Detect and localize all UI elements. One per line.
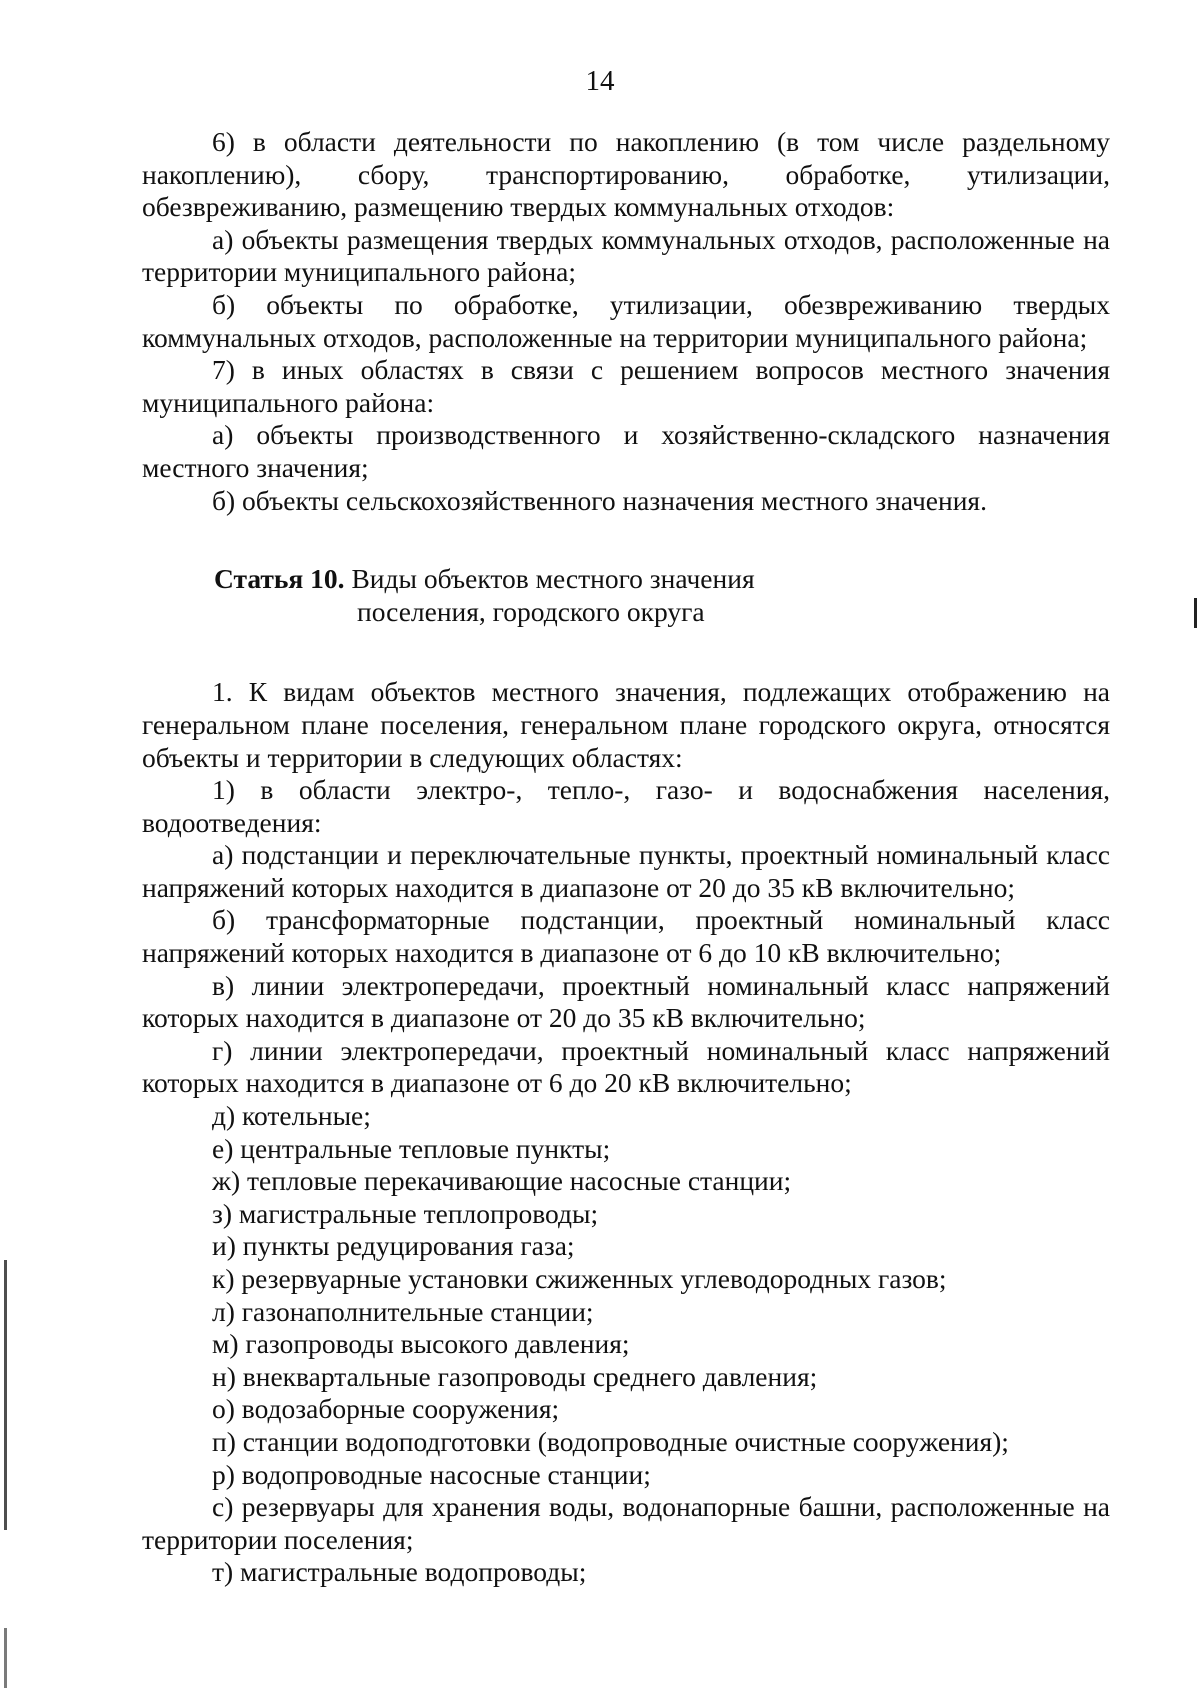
paragraph: а) объекты размещения твердых коммунальных отходов, расположенные на территории муниципального района; — [142, 223, 1110, 288]
list-item: р) водопроводные насосные станции; — [212, 1458, 651, 1490]
list-item: н) внеквартальные газопроводы среднего давления; — [212, 1360, 818, 1392]
paragraph: 7) в иных областях в связи с решением вопросов местного значения муниципального района: — [142, 354, 1110, 418]
list-item: с) резервуары для хранения воды, водонапорные башни, расположенные на территории поселения; — [142, 1491, 1110, 1555]
page-number: 14 — [585, 65, 615, 97]
spacer — [142, 517, 1110, 563]
list-item: б) трансформаторные подстанции, проектный номинальный класс напряжений которых находится в диапазоне от 6 до 10 кВ включительно; — [142, 904, 1110, 969]
list-item: т) магистральные водопроводы; — [212, 1556, 587, 1588]
list-item: в) линии электропередачи, проектный номинальный класс напряжений которых находится в диапазоне от 20 до 35 кВ включительно; — [142, 969, 1110, 1034]
scan-edge-mark — [4, 1260, 7, 1530]
list-item: п) станции водоподготовки (водопроводные очистные сооружения); — [212, 1425, 1009, 1457]
list-item: к) резервуарные установки сжиженных углеводородных газов; — [212, 1263, 947, 1294]
paragraph: б) объекты сельскохозяйственного назначения местного значения. — [212, 484, 987, 516]
article-heading — [142, 563, 1110, 628]
scan-edge-mark — [1194, 598, 1197, 628]
list-item: м) газопроводы высокого давления; — [212, 1328, 630, 1360]
article-label: Статья 10. — [214, 563, 345, 595]
list-item: е) центральные тепловые пункты; — [212, 1132, 611, 1164]
list-item: ж) тепловые перекачивающие насосные станции; — [212, 1165, 792, 1197]
list-item: а) подстанции и переключательные пункты, проектный номинальный класс напряжений которых находится в диапазоне от 20 до 35 кВ включительно; — [142, 839, 1110, 903]
list-item: г) линии электропередачи, проектный номинальный класс напряжений которых находится в диапазоне от 6 до 20 кВ включительно; — [142, 1034, 1110, 1099]
list-item: д) котельные; — [212, 1100, 371, 1132]
paragraph: 1. К видам объектов местного значения, подлежащих отображению на генеральном плане поселения, генеральном плане городского округа, относятся объекты и территории в следующих областях: — [142, 676, 1110, 773]
paragraph: 1) в области электро-, тепло-, газо- и водоснабжения населения, водоотведения: — [142, 774, 1110, 838]
list-item: о) водозаборные сооружения; — [212, 1393, 560, 1425]
paragraph: 6) в области деятельности по накоплению (в том числе раздельному накоплению), сбору, транспортированию, обработке, утилизации, обезвреживанию, размещению твердых коммунальных отходов: — [142, 126, 1110, 223]
spacer — [142, 628, 1110, 676]
list-item: и) пункты редуцирования газа; — [212, 1230, 575, 1262]
list-item: л) газонаполнительные станции; — [212, 1295, 594, 1327]
paragraph: б) объекты по обработке, утилизации, обезвреживанию твердых коммунальных отходов, расположенные на территории муниципального района; — [142, 288, 1110, 353]
article-title-line2: поселения, городского округа — [357, 595, 705, 627]
list-item: з) магистральные теплопроводы; — [212, 1197, 599, 1229]
document-body — [142, 126, 1110, 1589]
article-title-line1: Виды объектов местного значения — [351, 563, 755, 595]
paragraph: а) объекты производственного и хозяйственно-складского назначения местного значения; — [142, 419, 1110, 483]
scan-edge-mark — [4, 1628, 7, 1688]
